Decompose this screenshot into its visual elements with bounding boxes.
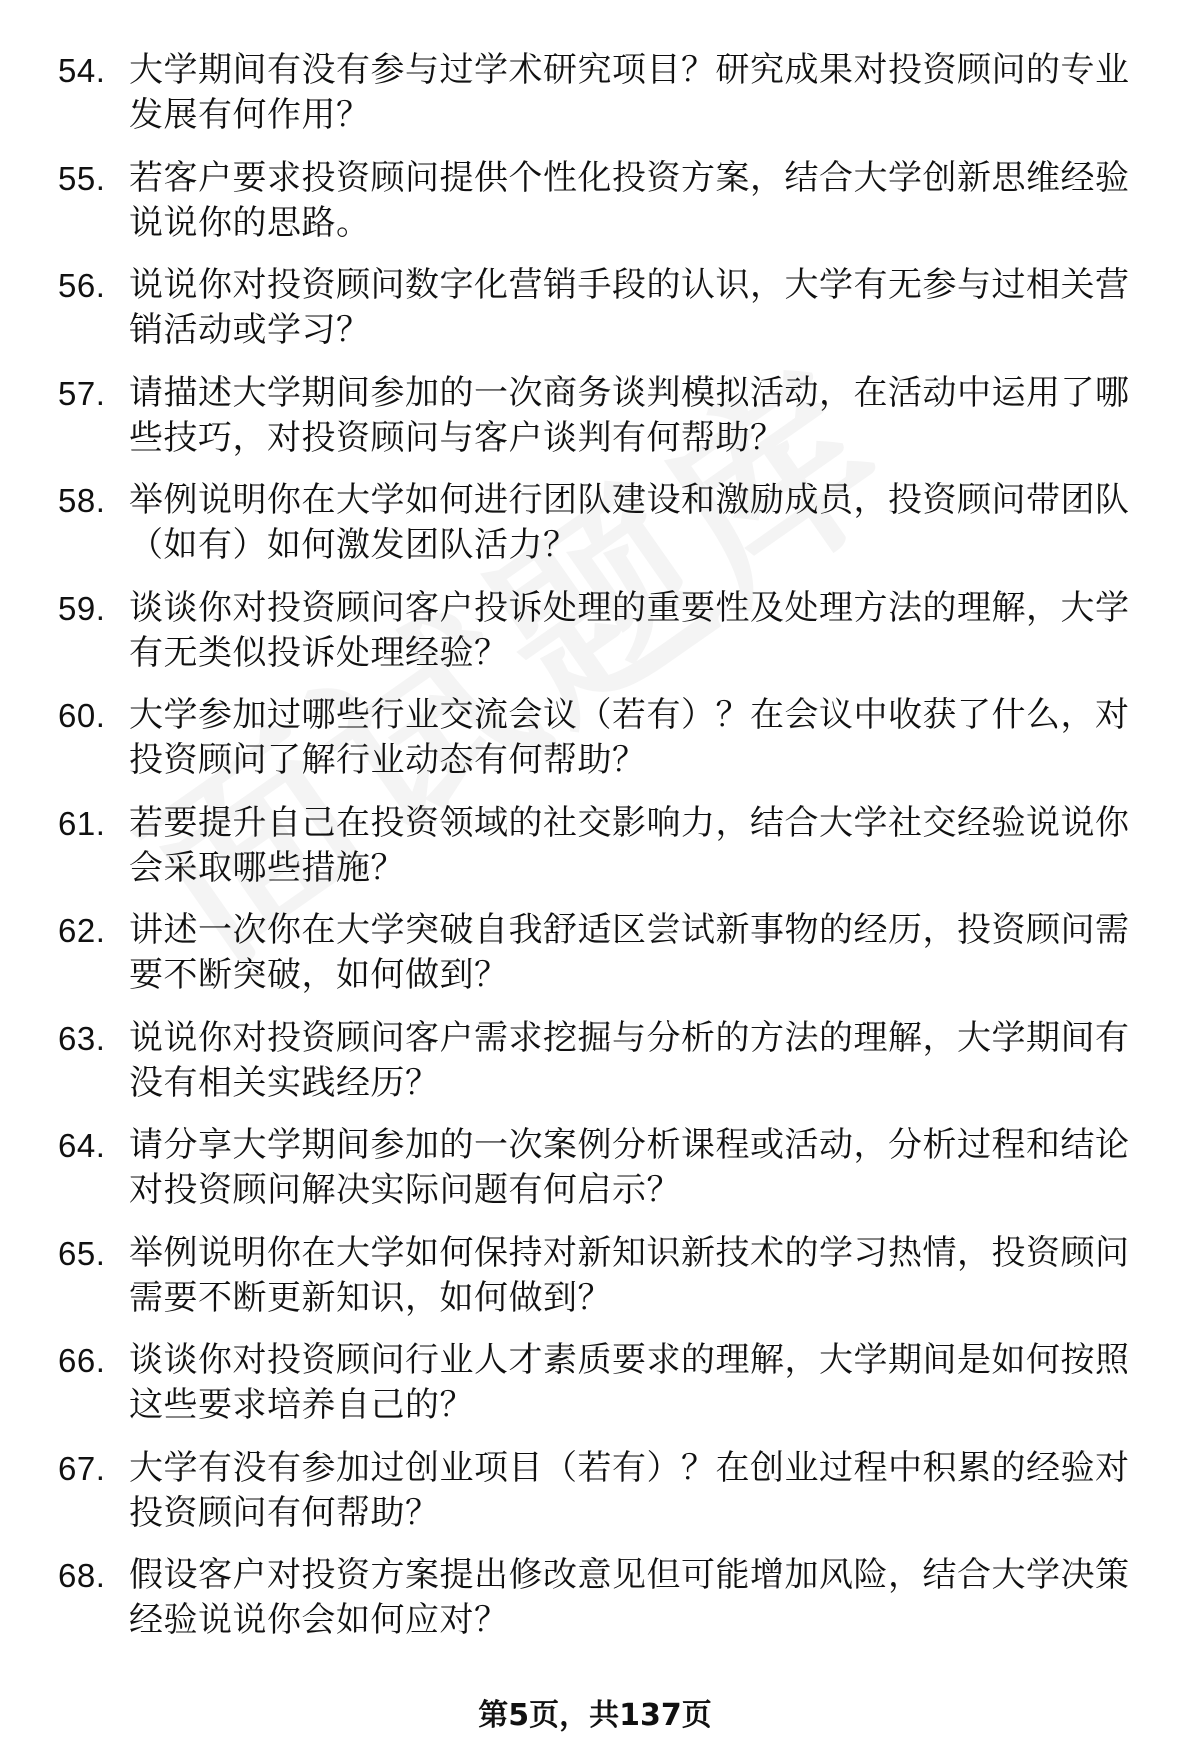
question-text: 大学有没有参加过创业项目（若有）？在创业过程中积累的经验对投资顾问有何帮助？	[129, 1447, 1130, 1533]
question-item	[58, 1231, 1148, 1321]
question-text: 若要提升自己在投资领域的社交影响力，结合大学社交经验说说你会采取哪些措施？	[129, 802, 1130, 888]
question-item	[58, 1123, 1148, 1213]
question-item	[58, 156, 1148, 246]
question-number: 61.	[58, 804, 106, 842]
question-item	[58, 263, 1148, 353]
question-text: 大学参加过哪些行业交流会议（若有）？在会议中收获了什么，对投资顾问了解行业动态有何帮助？	[129, 695, 1130, 780]
question-text: 举例说明你在大学如何进行团队建设和激励成员，投资顾问带团队（如有）如何激发团队活力？	[129, 480, 1130, 565]
question-item	[58, 1338, 1148, 1428]
question-number: 60.	[58, 697, 106, 734]
question-number: 67.	[58, 1449, 106, 1487]
question-number: 57.	[58, 374, 106, 412]
question-number: 54.	[58, 52, 106, 89]
question-item	[58, 48, 1148, 138]
question-item	[58, 693, 1148, 783]
question-number: 63.	[58, 1019, 106, 1057]
question-text: 假设客户对投资方案提出修改意见但可能增加风险，结合大学决策经验说说你会如何应对？	[129, 1555, 1130, 1640]
question-item	[58, 801, 1148, 891]
question-number: 56.	[58, 267, 106, 304]
question-item	[58, 478, 1148, 568]
question-number: 68.	[58, 1557, 106, 1594]
question-list	[58, 48, 1148, 1661]
question-text: 谈谈你对投资顾问客户投诉处理的重要性及处理方法的理解，大学有无类似投诉处理经验？	[129, 587, 1130, 673]
question-text: 若客户要求投资顾问提供个性化投资方案，结合大学创新思维经验说说你的思路。	[129, 157, 1130, 243]
question-number: 55.	[58, 159, 106, 197]
question-item	[58, 908, 1148, 998]
question-number: 65.	[58, 1234, 106, 1272]
question-number: 66.	[58, 1342, 106, 1379]
question-text: 说说你对投资顾问客户需求挖掘与分析的方法的理解，大学期间有没有相关实践经历？	[129, 1017, 1130, 1103]
question-text: 大学期间有没有参与过学术研究项目？研究成果对投资顾问的专业发展有何作用？	[129, 50, 1130, 135]
question-text: 请分享大学期间参加的一次案例分析课程或活动，分析过程和结论对投资顾问解决实际问题有何启示？	[129, 1125, 1130, 1210]
question-text: 请描述大学期间参加的一次商务谈判模拟活动，在活动中运用了哪些技巧，对投资顾问与客户谈判有何帮助？	[129, 372, 1130, 458]
question-item	[58, 371, 1148, 461]
question-text: 谈谈你对投资顾问行业人才素质要求的理解，大学期间是如何按照这些要求培养自己的？	[129, 1340, 1130, 1425]
question-number: 64.	[58, 1127, 106, 1164]
question-text: 讲述一次你在大学突破自我舒适区尝试新事物的经历，投资顾问需要不断突破，如何做到？	[129, 910, 1130, 995]
question-item	[58, 1016, 1148, 1106]
question-number: 62.	[58, 912, 106, 949]
question-text: 举例说明你在大学如何保持对新知识新技术的学习热情，投资顾问需要不断更新知识，如何做到？	[129, 1232, 1130, 1318]
question-text: 说说你对投资顾问数字化营销手段的认识，大学有无参与过相关营销活动或学习？	[129, 265, 1130, 350]
question-number: 58.	[58, 482, 106, 519]
question-number: 59.	[58, 589, 106, 627]
page-number-footer: 第5页，共137页	[478, 1698, 712, 1733]
question-item	[58, 1553, 1148, 1643]
question-item	[58, 1446, 1148, 1536]
question-item	[58, 586, 1148, 676]
